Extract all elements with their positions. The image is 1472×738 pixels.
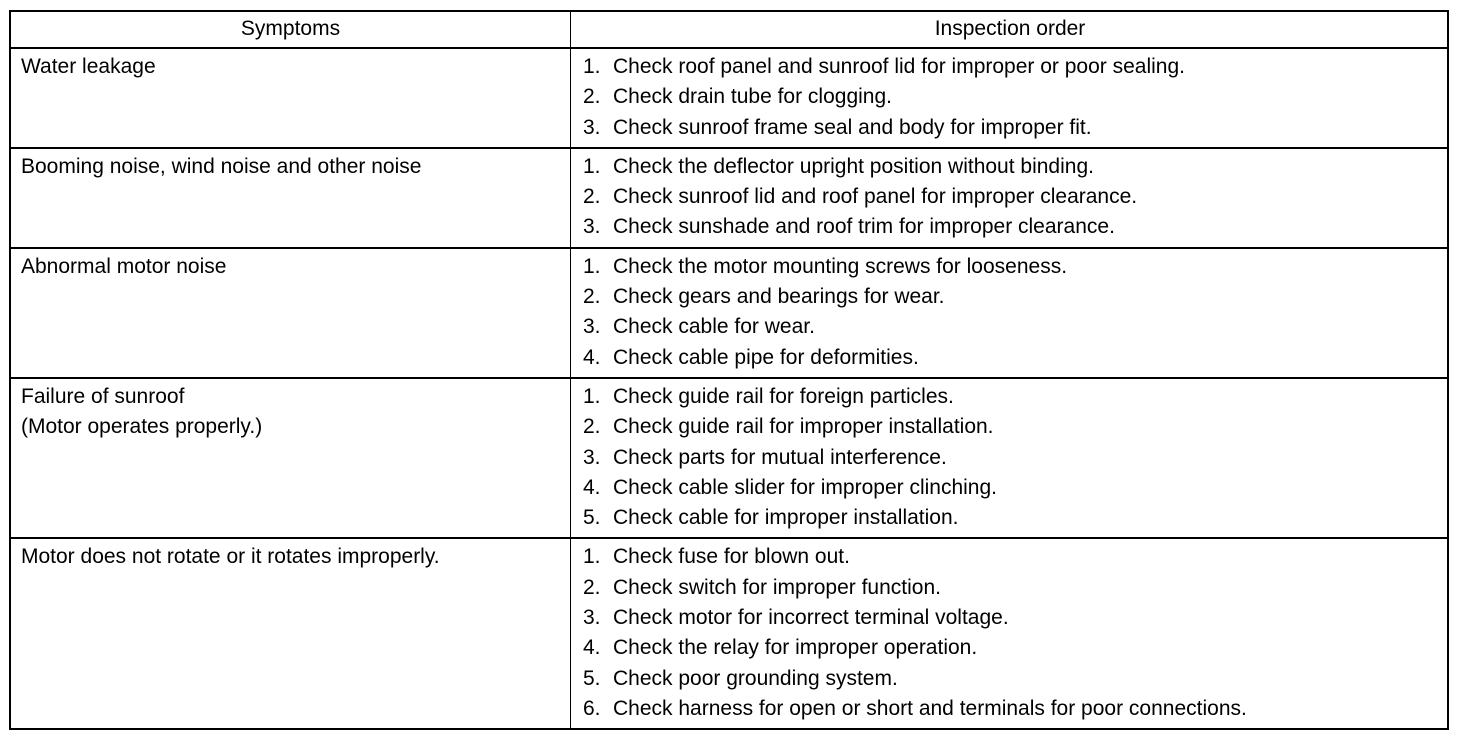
symptom-cell	[11, 539, 571, 728]
symptom-cell	[11, 379, 571, 537]
symptom-text: Abnormal motor noise	[21, 254, 227, 278]
step-text: Check sunroof frame seal and body for improper fit.	[613, 115, 1092, 139]
step-text: Check guide rail for improper installation.	[613, 415, 994, 439]
inspection-step	[583, 412, 1437, 442]
symptom-cell	[11, 149, 571, 247]
inspection-step	[583, 382, 1437, 412]
step-text: Check cable for improper installation.	[613, 506, 959, 530]
inspection-step	[583, 664, 1437, 694]
inspection-step	[583, 152, 1437, 182]
symptom-text: Water leakage	[21, 55, 156, 78]
inspection-step	[583, 282, 1437, 312]
step-text: Check cable slider for improper clinching.	[613, 475, 997, 499]
step-number: 2.	[583, 185, 601, 209]
table-row	[11, 47, 1447, 147]
step-number: 3.	[583, 115, 601, 139]
header-inspection-order: Inspection order	[934, 17, 1086, 40]
table-header-row	[11, 12, 1447, 47]
step-text: Check guide rail for foreign particles.	[613, 384, 954, 408]
inspection-cell	[571, 379, 1447, 537]
symptom-text: Booming noise, wind noise and other noise	[21, 154, 422, 178]
table-row	[11, 537, 1447, 728]
step-text: Check sunshade and roof trim for improper clearance.	[613, 215, 1115, 239]
step-number: 5.	[583, 506, 601, 530]
inspection-step	[583, 52, 1437, 82]
step-text: Check the relay for improper operation.	[613, 636, 978, 660]
step-text: Check harness for open or short and terminals for poor connections.	[613, 696, 1247, 720]
step-number: 2.	[583, 285, 601, 309]
step-text: Check parts for mutual interference.	[613, 445, 947, 469]
step-number: 3.	[583, 445, 601, 469]
inspection-step	[583, 694, 1437, 724]
table-row	[11, 377, 1447, 537]
inspection-step	[583, 312, 1437, 342]
step-number: 3.	[583, 606, 601, 630]
step-number: 1.	[583, 154, 601, 178]
step-text: Check drain tube for clogging.	[613, 85, 892, 109]
step-number: 5.	[583, 666, 601, 690]
table-body	[11, 47, 1447, 728]
step-text: Check fuse for blown out.	[613, 545, 850, 569]
step-number: 4.	[583, 475, 601, 499]
inspection-step	[583, 542, 1437, 572]
inspection-step	[583, 343, 1437, 373]
step-number: 6.	[583, 696, 601, 720]
symptom-cell	[11, 249, 571, 377]
inspection-cell	[571, 249, 1447, 377]
step-text: Check the deflector upright position without binding.	[613, 154, 1094, 178]
inspection-step	[583, 113, 1437, 143]
inspection-cell	[571, 49, 1447, 147]
table-row	[11, 147, 1447, 247]
inspection-step	[583, 633, 1437, 663]
inspection-step	[583, 252, 1437, 282]
symptom-text: Failure of sunroof	[21, 384, 185, 408]
step-text: Check motor for incorrect terminal voltage.	[613, 606, 1009, 630]
symptom-cell	[11, 49, 571, 147]
step-number: 3.	[583, 215, 601, 239]
step-number: 1.	[583, 254, 601, 278]
inspection-step	[583, 82, 1437, 112]
inspection-cell	[571, 539, 1447, 728]
header-symptoms: Symptoms	[11, 12, 571, 47]
step-text: Check gears and bearings for wear.	[613, 285, 945, 309]
troubleshooting-table	[9, 10, 1449, 730]
inspection-step	[583, 503, 1437, 533]
step-number: 1.	[583, 545, 601, 569]
inspection-step	[583, 573, 1437, 603]
step-text: Check cable for wear.	[613, 315, 815, 339]
step-text: Check cable pipe for deformities.	[613, 345, 919, 369]
inspection-cell	[571, 149, 1447, 247]
step-text: Check the motor mounting screws for looseness.	[613, 254, 1068, 278]
symptom-text: (Motor operates properly.)	[21, 414, 263, 438]
step-text: Check sunroof lid and roof panel for improper clearance.	[613, 185, 1138, 209]
step-text: Check roof panel and sunroof lid for improper or poor sealing.	[613, 55, 1185, 78]
symptom-text: Motor does not rotate or it rotates improperly.	[21, 545, 440, 569]
step-number: 4.	[583, 636, 601, 660]
step-number: 2.	[583, 85, 601, 109]
inspection-step	[583, 212, 1437, 242]
step-text: Check poor grounding system.	[613, 666, 898, 690]
step-number: 1.	[583, 55, 601, 78]
step-number: 4.	[583, 345, 601, 369]
inspection-step	[583, 443, 1437, 473]
step-number: 2.	[583, 415, 601, 439]
inspection-step	[583, 603, 1437, 633]
step-number: 3.	[583, 315, 601, 339]
step-number: 1.	[583, 384, 601, 408]
step-text: Check switch for improper function.	[613, 575, 941, 599]
step-number: 2.	[583, 575, 601, 599]
inspection-step	[583, 182, 1437, 212]
table-row	[11, 247, 1447, 377]
inspection-step	[583, 473, 1437, 503]
